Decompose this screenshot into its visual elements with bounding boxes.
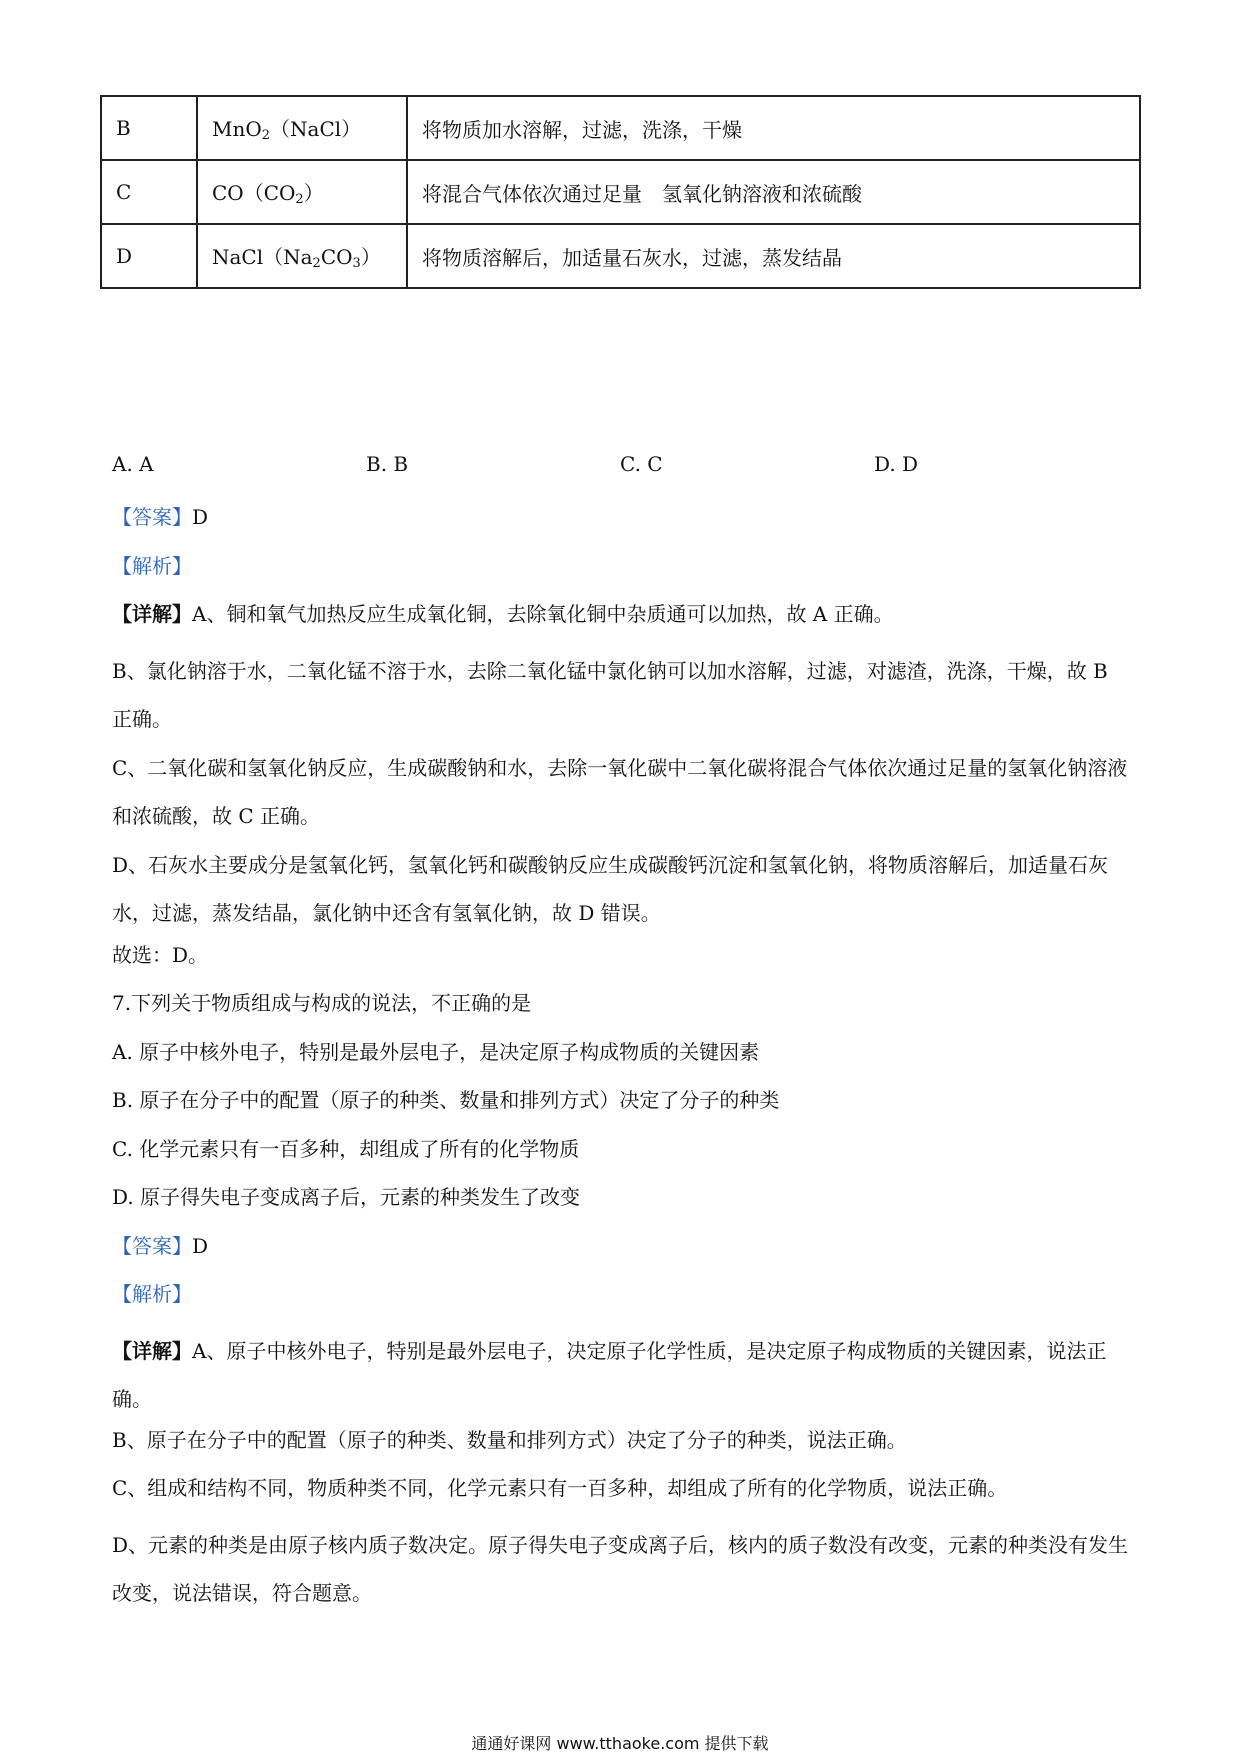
q7-answer: 【答案】D (112, 1234, 209, 1258)
page-footer: 通通好课网 www.tthaoke.com 提供下载 (471, 1734, 769, 1753)
q7-detail-b: B、原子在分子中的配置（原子的种类、数量和排列方式）决定了分子的种类，说法正确。 (112, 1428, 907, 1452)
method-cell: 将混合气体依次通过足量 氢氧化钠溶液和浓硫酸 (407, 160, 1140, 224)
choice-d: D. D (874, 452, 919, 476)
q6-detail-a: 【详解】A、铜和氧气加热反应生成氧化铜，去除氧化铜中杂质通可以加热，故 A 正确。 (112, 602, 894, 626)
row-label: C (101, 160, 197, 224)
substance-cell: $CO(CO_2)$ (197, 160, 407, 224)
options-table (100, 95, 1141, 289)
q6-conclusion: 故选：D。 (112, 943, 209, 967)
q7-analysis-heading: 【解析】 (112, 1282, 192, 1306)
choice-b: B. B (366, 452, 409, 476)
q6-detail-c: C、二氧化碳和氢氧化钠反应，生成碳酸钠和水，去除一氧化碳中二氧化碳将混合气体依次通过足量的氢氧化钠溶液和浓硫酸，故 C 正确。 (112, 756, 1128, 828)
q6-detail-d: D、石灰水主要成分是氢氧化钙，氢氧化钙和碳酸钠反应生成碳酸钙沉淀和氢氧化钠，将物质溶解后，加适量石灰水，过滤，蒸发结晶，氯化钠中还含有氢氧化钠，故 D 错误。 (112, 853, 1109, 925)
choice-a: A. A (112, 452, 154, 476)
method-cell: 将物质溶解后，加适量石灰水，过滤，蒸发结晶 (407, 224, 1140, 288)
q6-answer: 【答案】D (112, 505, 209, 529)
substance-cell: MnO$_2$（NaCl） (197, 96, 407, 160)
table-row (101, 224, 1140, 288)
q7-detail-d: D、元素的种类是由原子核内质子数决定。原子得失电子变成离子后，核内的质子数没有改变，元素的种类没有发生改变，说法错误，符合题意。 (112, 1533, 1129, 1605)
row-label: D (101, 224, 197, 288)
q7-option-c: C. 化学元素只有一百多种，却组成了所有的化学物质 (112, 1137, 580, 1161)
q7-question: 7.下列关于物质组成与构成的说法，不正确的是 (112, 991, 532, 1015)
table-row (101, 160, 1140, 224)
q6-analysis-heading: 【解析】 (112, 554, 192, 578)
method-cell: 将物质加水溶解，过滤，洗涤，干燥 (407, 96, 1140, 160)
substance-cell: $NaCl(Na_2CO_3)$ (197, 224, 407, 288)
choice-c: C. C (620, 452, 663, 476)
row-label: B (101, 96, 197, 160)
q7-option-d: D. 原子得失电子变成离子后，元素的种类发生了改变 (112, 1185, 581, 1209)
q7-detail-c: C、组成和结构不同，物质种类不同，化学元素只有一百多种，却组成了所有的化学物质，说法正确。 (112, 1476, 1008, 1500)
q7-detail-a: 【详解】A、原子中核外电子，特别是最外层电子，决定原子化学性质，是决定原子构成物质的关键因素，说法正确。 (112, 1339, 1107, 1411)
q7-option-a: A. 原子中核外电子，特别是最外层电子，是决定原子构成物质的关键因素 (112, 1040, 760, 1064)
table-row (101, 96, 1140, 160)
q6-detail-b: B、氯化钠溶于水，二氧化锰不溶于水，去除二氧化锰中氯化钠可以加水溶解，过滤，对滤渣，洗涤，干燥，故 B 正确。 (112, 659, 1108, 731)
q7-option-b: B. 原子在分子中的配置（原子的种类、数量和排列方式）决定了分子的种类 (112, 1088, 780, 1112)
